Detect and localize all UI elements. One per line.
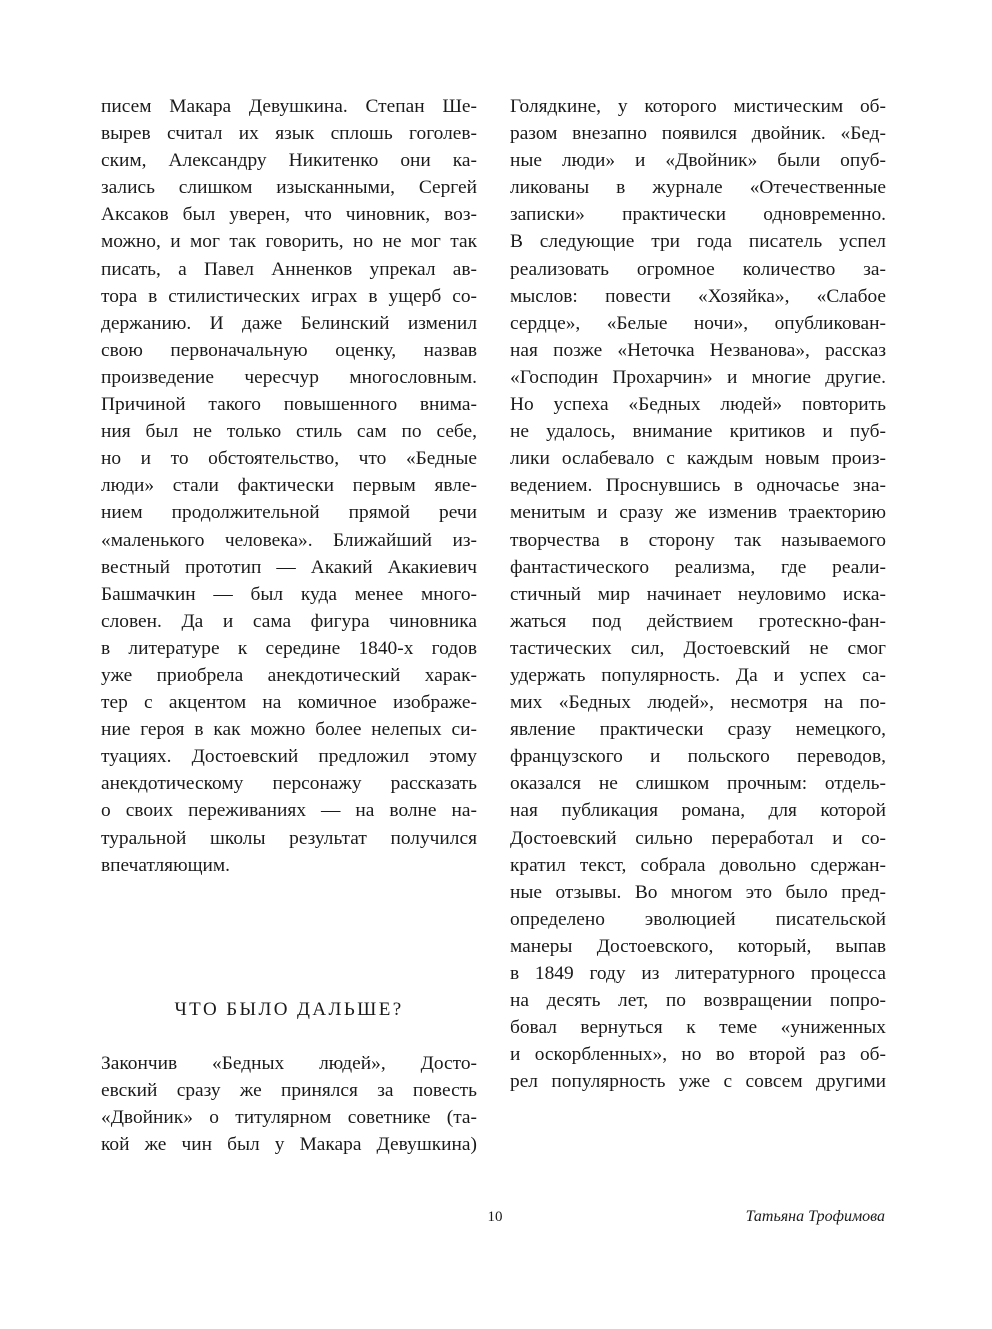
running-footer-author: Татьяна Трофимова [745, 1208, 885, 1225]
text-line: ная позже «Неточка Незванова», рассказ [510, 339, 886, 361]
text-line: Причиной такого повышенного внима- [101, 394, 477, 416]
page-number: 10 [487, 1209, 503, 1225]
text-line: уже приобрела анекдотический харак- [101, 664, 477, 686]
text-line: на десять лет, по возвращении попро- [510, 990, 886, 1012]
right-column [510, 93, 886, 1095]
text-line: не удалось, внимание критиков и пуб- [510, 421, 886, 443]
text-line: реализовать огромное количество за- [510, 258, 886, 280]
text-line: люди» стали фактически первым явле- [101, 475, 477, 497]
text-line: вестный прототип — Акакий Акакиевич [101, 556, 477, 578]
text-line: анекдотическому персонажу рассказать [101, 773, 477, 795]
text-line: туациях. Достоевский предложил этому [101, 746, 477, 768]
text-line: Достоевский сильно переработал и со- [510, 827, 886, 849]
text-line: французского и польского переводов, [510, 746, 886, 768]
text-line: ная публикация романа, для которой [510, 800, 886, 822]
text-line: тастических сил, Достоевский не смог [510, 637, 886, 659]
text-line: тер с акцентом на комичное изображе- [101, 692, 477, 714]
text-line: мыслов: повести «Хозяйка», «Слабое [510, 285, 886, 307]
text-line: «Двойник» о титулярном советнике (та- [101, 1107, 477, 1129]
text-line: в 1849 году из литературного процесса [510, 963, 886, 984]
text-line: творчества в сторону так называемого [510, 529, 886, 551]
text-line: оказался не слишком прочным: отдель- [510, 773, 886, 795]
text-line: евский сразу же принялся за повесть [101, 1080, 477, 1102]
text-line: в литературе к середине 1840-х годов [101, 637, 477, 659]
text-line: ским, Александру Никитенко они ка- [101, 150, 477, 172]
text-line: разом внезапно появился двойник. «Бед- [510, 123, 886, 145]
text-line: писем Макара Девушкина. Степан Ше- [101, 96, 477, 117]
text-line: манеры Достоевского, который, выпав [510, 935, 886, 957]
text-line: записки» практически одновременно. [510, 204, 886, 226]
text-line: туральной школы результат получился [101, 827, 477, 849]
text-line: нием продолжительной прямой речи [101, 502, 477, 524]
text-line: ные отзывы. Во многом это было пред- [510, 881, 886, 903]
text-line: кой же чин был у Макара Девушкина) [101, 1134, 477, 1156]
text-line: менитым и сразу же изменив траекторию [510, 502, 886, 524]
text-line: свою первоначальную оценку, назвав [101, 339, 477, 361]
text-line: и оскорбленных», но во второй раз об- [510, 1044, 886, 1066]
text-line: Голядкине, у которого мистическим об- [510, 96, 886, 117]
text-line: вырев считал их язык сплошь гоголев- [101, 123, 477, 145]
text-line: сердце», «Белые ночи», опубликован- [510, 312, 886, 334]
text-line: Закончив «Бедных людей», Досто- [101, 1053, 477, 1074]
text-line: фантастического реализма, где реали- [510, 556, 886, 578]
text-line: мих «Бедных людей», несмотря на по- [510, 692, 886, 714]
text-line: «маленького человека». Ближайший из- [101, 529, 477, 551]
text-line: бовал вернуться к теме «униженных [510, 1017, 886, 1039]
text-line: кратил текст, собрала довольно сдержан- [510, 854, 886, 876]
text-line: жаться под действием гротескно-фан- [510, 610, 886, 632]
text-line: ликованы в журнале «Отечественные [510, 177, 886, 199]
section-heading: ЧТО БЫЛО ДАЛЬШЕ? [174, 999, 404, 1020]
text-line: «Господин Прохарчин» и многие другие. [510, 366, 886, 388]
text-line: можно, и мог так говорить, но не мог так [101, 231, 477, 253]
text-line: писать, а Павел Анненков упрекал ав- [101, 258, 477, 280]
text-line: Башмачкин — был куда менее много- [101, 583, 477, 605]
text-line: В следующие три года писатель успел [510, 231, 886, 253]
text-line: ведением. Проснувшись в одночасье зна- [510, 475, 886, 497]
text-line: явление практически сразу немецкого, [510, 719, 886, 741]
text-line: удержать популярность. Да и успех са- [510, 664, 886, 686]
left-column [101, 93, 477, 879]
text-line: впечатляющим. [101, 854, 231, 876]
text-line: тора в стилистических играх в ущерб со- [101, 285, 477, 307]
text-line: Аксаков был уверен, что чиновник, воз- [101, 204, 477, 226]
text-line: произведение чересчур многословным. [101, 366, 477, 388]
text-line: но и то обстоятельство, что «Бедные [101, 448, 477, 470]
text-line: ния был не только стиль сам по себе, [101, 421, 477, 443]
text-line: держанию. И даже Белинский изменил [101, 312, 477, 334]
text-line: словен. Да и сама фигура чиновника [101, 610, 477, 632]
text-line: лики ослабевало с каждым новым произ- [510, 448, 886, 470]
text-line: определено эволюцией писательской [510, 908, 886, 930]
text-line: ние героя в как можно более нелепых си- [101, 719, 477, 741]
text-line: стичный мир начинает неуловимо иска- [510, 583, 886, 605]
left-column-continued [101, 1050, 477, 1158]
text-line: Но успеха «Бедных людей» повторить [510, 394, 886, 416]
text-line: рел популярность уже с совсем другими [510, 1071, 886, 1093]
text-line: зались слишком изысканными, Сергей [101, 177, 477, 199]
text-line: о своих переживаниях — на волне на- [101, 800, 477, 822]
text-line: ные люди» и «Двойник» были опуб- [510, 150, 886, 172]
